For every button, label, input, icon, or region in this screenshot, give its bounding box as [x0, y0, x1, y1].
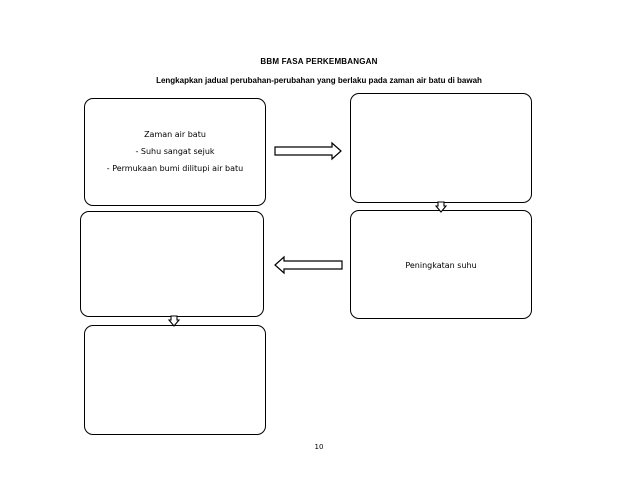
page-number: 10 [314, 443, 324, 451]
arrow-right-icon [274, 141, 344, 161]
page-title: BBM FASA PERKEMBANGAN [260, 57, 378, 66]
ice-age-point-ice-cover: - Permukaan bumi dilitupi air batu [106, 164, 244, 173]
flow-box-blank-4[interactable] [80, 211, 264, 317]
temperature-rise-text: Peningkatan suhu [405, 261, 477, 270]
arrow-down-icon [168, 315, 180, 327]
flow-box-blank-2[interactable] [350, 93, 532, 203]
flow-box-blank-5[interactable] [84, 325, 266, 435]
arrow-down-icon [435, 201, 447, 213]
arrow-left-icon [272, 255, 344, 275]
instruction-text: Lengkapkan jadual perubahan-perubahan yang berlaku pada zaman air batu di bawah [156, 76, 482, 85]
ice-age-heading: Zaman air batu [144, 130, 206, 139]
flow-box-ice-age [84, 98, 266, 206]
ice-age-point-cold: - Suhu sangat sejuk [135, 147, 215, 156]
flow-box-temperature-rise [350, 210, 532, 319]
